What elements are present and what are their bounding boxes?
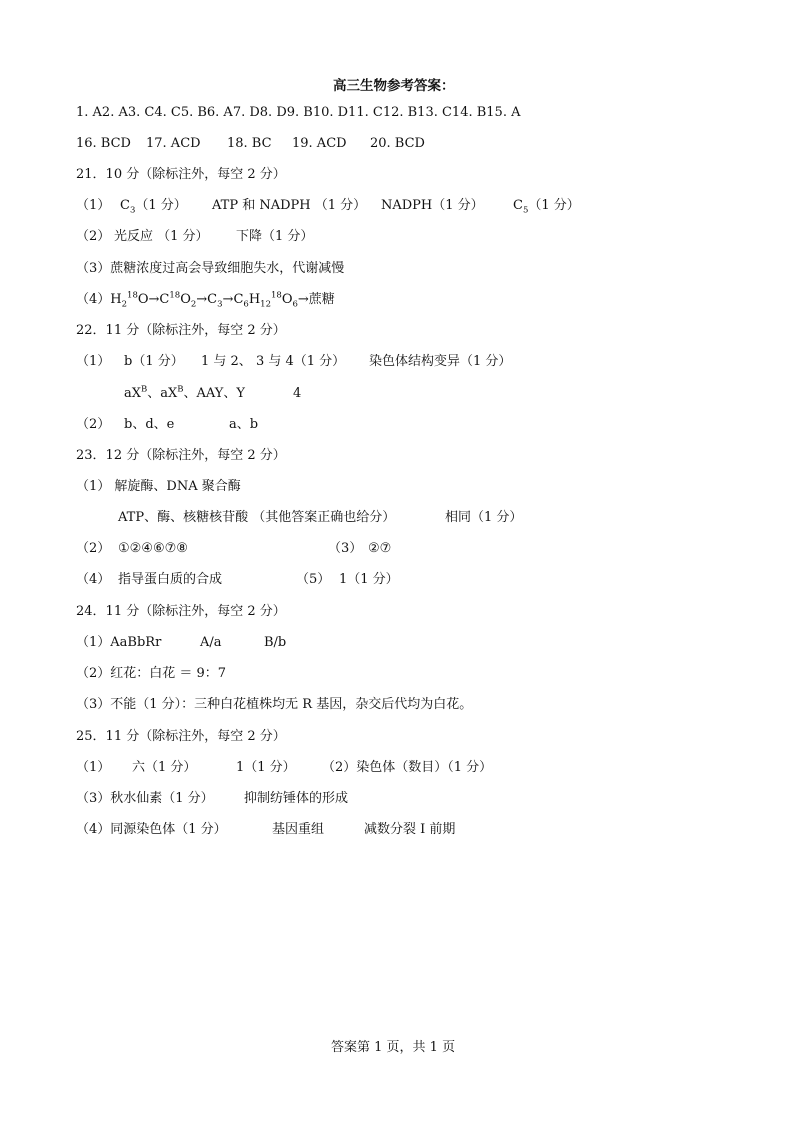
q23-answer-27: ②⑦ [368, 541, 392, 556]
answer-19: 19. ACD [292, 136, 347, 151]
part-number: （3） [328, 541, 363, 556]
page-footer: 答案第 1 页，共 1 页 [331, 1040, 456, 1055]
q22-answer-variation: 染色体结构变异（1 分） [369, 354, 512, 369]
q21-line-3: （3）蔗糖浓度过高会导致细胞失水，代谢减慢 [76, 261, 345, 276]
part-number: （1） [76, 198, 111, 213]
q22-answer-b: b（1 分） [124, 354, 184, 369]
q24-line-2: （2）红花：白花 ＝ 9：7 [76, 666, 227, 681]
q22-answer-gametes: $aX^B$、$aX^B$、AAY、Y [124, 384, 245, 401]
q23-line-1: （1） 解旋酶、DNA 聚合酶 [76, 479, 241, 494]
page-title: 高三生物参考答案： [333, 78, 455, 94]
q23-answer-same: 相同（1 分） [445, 510, 523, 525]
part-number: （1） [76, 760, 111, 775]
q25-answer-spindle: 抑制纺锤体的形成 [244, 791, 349, 806]
q25-answer-six: 六（1 分） [132, 760, 197, 775]
q25-answer-meiosis: 减数分裂 I 前期 [364, 822, 456, 837]
answer-17: 17. ACD [146, 136, 201, 151]
q21-answer-nadph: NADPH（1 分） [381, 198, 484, 213]
q24-answer-aa: A/a [200, 635, 222, 650]
q21-header: 21．10 分（除标注外，每空 2 分） [76, 167, 286, 182]
part-number: （1） [76, 354, 111, 369]
q22-answer-pairs: 1 与 2、 3 与 4（1 分） [201, 354, 346, 369]
q25-answer-1: 1（1 分） [236, 760, 296, 775]
q25-answer-homologous: （4）同源染色体（1 分） [76, 822, 227, 837]
part-number: （4） [76, 572, 111, 587]
q24-answer-bb: B/b [264, 635, 287, 650]
answer-16: 16. BCD [76, 136, 131, 151]
q25-answer-colchicine: （3）秋水仙素（1 分） [76, 791, 214, 806]
q23-header: 23．12 分（除标注外，每空 2 分） [76, 448, 286, 463]
q23-answer-1: 1（1 分） [339, 572, 399, 587]
q24-header: 24．11 分（除标注外，每空 2 分） [76, 604, 286, 619]
q25-header: 25．11 分（除标注外，每空 2 分） [76, 729, 286, 744]
q25-answer-recombination: 基因重组 [272, 822, 325, 837]
q23-answer-protein-synthesis: 指导蛋白质的合成 [118, 572, 223, 587]
mc-answers-row-1: 1. A2. A3. C4. C5. B6. A7. D8. D9. B10. D11. C12. B13. C14. B15. A [76, 105, 521, 120]
part-number: （2） [76, 417, 111, 432]
q23-answer-circled-numbers: ①②④⑥⑦⑧ [118, 541, 188, 556]
q24-line-3: （3）不能（1 分）：三种白花植株均无 R 基因，杂交后代均为白花。 [76, 697, 473, 712]
q21-answer-atp: ATP 和 NADPH （1 分） [212, 198, 367, 213]
part-number: （2） [76, 541, 111, 556]
q24-answer-genotype: （1）AaBbRr [76, 635, 162, 650]
q22-answer-ab: a、b [229, 417, 259, 432]
q23-answer-materials: ATP、酶、核糖核苷酸 （其他答案正确也给分） [118, 510, 396, 525]
q22-answer-4: 4 [293, 386, 302, 401]
part-number: （2） [76, 229, 111, 244]
q22-answer-bde: b、d、e [124, 417, 175, 432]
q21-answer-c3: $C_3(1$ 分） [120, 198, 187, 216]
answer-20: 20. BCD [370, 136, 425, 151]
answer-18: 18. BC [227, 136, 272, 151]
part-number: （5） [296, 572, 331, 587]
q21-answer-c5: $C_5(1$ 分） [513, 198, 580, 216]
q22-header: 22．11 分（除标注外，每空 2 分） [76, 323, 286, 338]
q25-answer-chromosome: （2）染色体（数目）（1 分） [322, 760, 493, 775]
q21-answer-decrease: 下降（1 分） [236, 229, 314, 244]
q21-answer-light-reaction: 光反应 （1 分） [114, 229, 209, 244]
q21-line-4: $(4)H_2^{18}O\to C^{18}O_2\to C_3\to C_6H_{12}^{18}O_6\to$蔗糖 [76, 290, 335, 310]
